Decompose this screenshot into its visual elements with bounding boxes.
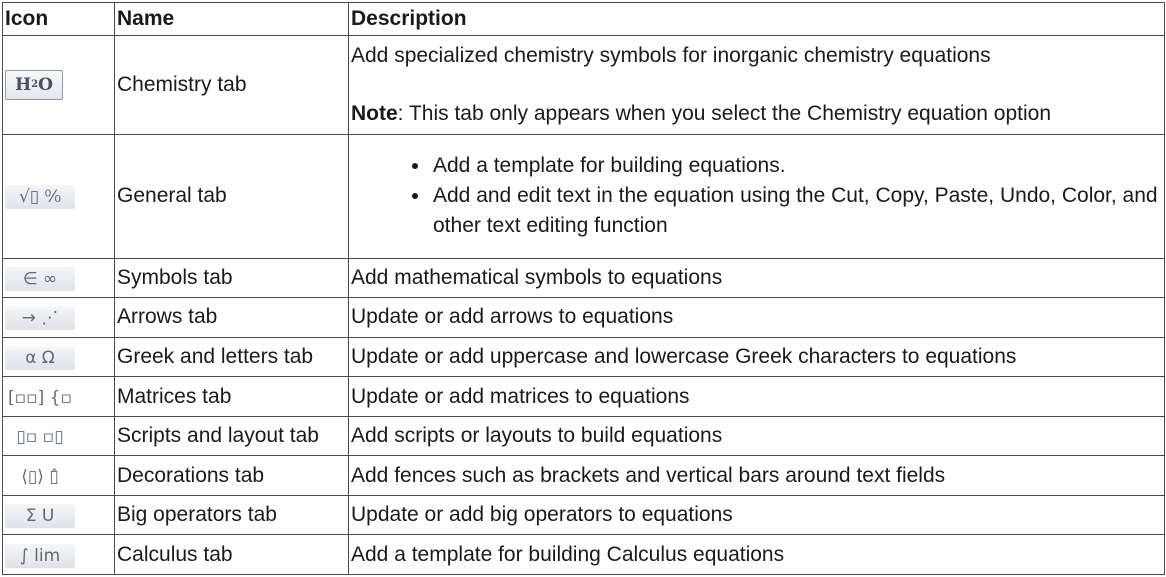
row-name: Calculus tab <box>115 535 349 575</box>
alpha-omega-icon: α Ω <box>5 346 75 370</box>
row-description: Add a template for building Calculus equations <box>349 535 1165 575</box>
arrow-dots-icon: → ⋰ <box>5 306 75 330</box>
row-name: Scripts and layout tab <box>115 416 349 456</box>
table-row <box>3 298 1165 338</box>
row-description: Update or add uppercase and lowercase Greek characters to equations <box>349 337 1165 377</box>
sum-union-icon: Σ U <box>5 504 75 528</box>
equation-tabs-table <box>2 2 1165 575</box>
table-row <box>3 337 1165 377</box>
table-row <box>3 535 1165 575</box>
header-row <box>3 3 1165 36</box>
row-description: Update or add big operators to equations <box>349 495 1165 535</box>
row-name: Decorations tab <box>115 456 349 496</box>
row-name: Symbols tab <box>115 258 349 298</box>
row-description: Update or add arrows to equations <box>349 298 1165 338</box>
row-name: General tab <box>115 134 349 258</box>
row-name: Arrows tab <box>115 298 349 338</box>
row-name: Chemistry tab <box>115 36 349 135</box>
chemistry-h2o-icon: H 2 O <box>5 70 63 100</box>
radical-fraction-icon: √▯ ⁰⁄₀ <box>5 185 75 209</box>
header-description: Description <box>349 3 1165 36</box>
note-label: Note <box>351 101 398 125</box>
brackets-accent-icon: ⟨▯⟩ ▯̂ <box>21 466 59 487</box>
header-name: Name <box>115 3 349 36</box>
scripts-layout-icon: ▯▫ ▫▯ <box>16 427 64 448</box>
table-row <box>3 416 1165 456</box>
row-description: Add specialized chemistry symbols for inorganic chemistry equations Note: This tab only appears when you select the Chemistry equation option <box>349 36 1165 135</box>
table-row <box>3 456 1165 496</box>
element-infinity-icon: ∈ ∞ <box>5 267 75 291</box>
header-icon: Icon <box>3 3 115 36</box>
row-name: Greek and letters tab <box>115 337 349 377</box>
table-row <box>3 134 1165 258</box>
row-description: Add scripts or layouts to build equations <box>349 416 1165 456</box>
row-description: Update or add matrices to equations <box>349 377 1165 417</box>
row-description: Add mathematical symbols to equations <box>349 258 1165 298</box>
table-row <box>3 36 1165 135</box>
list-item: • Add a template for building equations. <box>431 151 1162 181</box>
row-description: Add fences such as brackets and vertical bars around text fields <box>349 456 1165 496</box>
table-row <box>3 495 1165 535</box>
note-text: Note: This tab only appears when you select the Chemistry equation option <box>351 101 1051 125</box>
row-name: Big operators tab <box>115 495 349 535</box>
table-row <box>3 258 1165 298</box>
integral-limit-icon: ∫ lim <box>5 544 75 568</box>
table-row <box>3 377 1165 417</box>
row-description <box>349 134 1165 258</box>
row-name: Matrices tab <box>115 377 349 417</box>
matrix-icon: [▫▫] {▫ <box>7 387 73 408</box>
bullet-list <box>351 151 1162 241</box>
list-item: • Add and edit text in the equation using the Cut, Copy, Paste, Undo, Color, and other text editing function <box>431 181 1162 241</box>
